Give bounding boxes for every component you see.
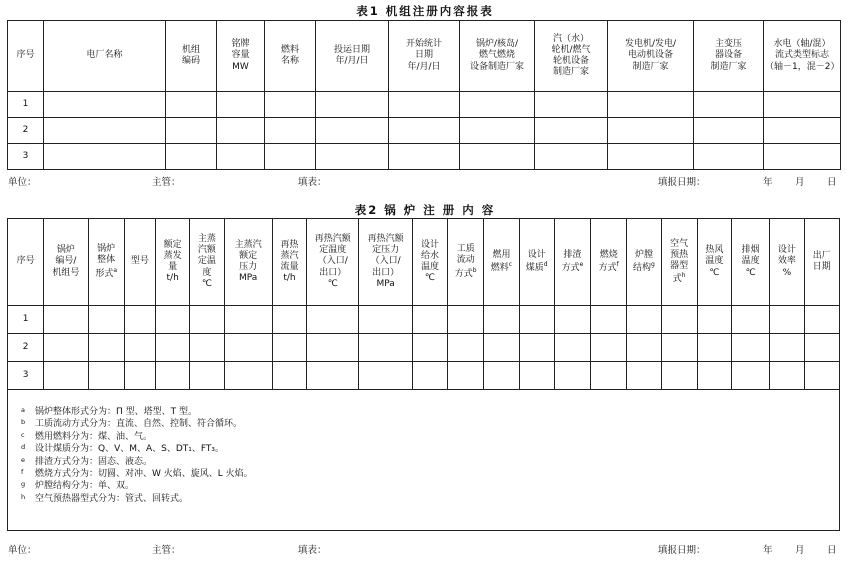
empty-cell[interactable] (389, 118, 460, 144)
empty-cell[interactable] (307, 306, 359, 334)
note-marker: h (21, 492, 26, 501)
column-header (224, 219, 272, 306)
note-item (21, 468, 253, 480)
column-header (770, 219, 804, 306)
empty-cell[interactable] (166, 144, 217, 170)
column-header-label: 序号 (16, 256, 35, 267)
footnote-marker: b (472, 266, 477, 274)
empty-cell[interactable] (554, 306, 590, 334)
empty-cell[interactable] (770, 334, 804, 362)
column-header: 机组 编码 (166, 21, 217, 92)
date-label: 填报日期： (658, 177, 706, 188)
column-header-label: 排烟 温度 ℃ (741, 245, 760, 278)
column-header (804, 219, 839, 306)
note-text: 锅炉整体形式分为：Π 型、塔型、T 型。 (35, 407, 197, 417)
registration-table-1 (7, 20, 841, 170)
empty-cell[interactable] (484, 362, 519, 390)
supervisor-label: 主管： (152, 177, 181, 188)
empty-cell[interactable] (764, 144, 841, 170)
column-header (697, 219, 731, 306)
empty-cell[interactable] (359, 362, 412, 390)
empty-cell[interactable] (732, 334, 770, 362)
empty-cell[interactable] (484, 306, 519, 334)
empty-cell[interactable] (535, 92, 608, 118)
month-label: 月 (795, 177, 805, 188)
empty-cell[interactable] (697, 362, 731, 390)
empty-cell[interactable] (44, 334, 88, 362)
year-label: 年 (763, 545, 773, 556)
empty-cell[interactable] (694, 118, 764, 144)
empty-cell[interactable] (166, 118, 217, 144)
table1-title: 表1 机组注册内容报表 (356, 4, 494, 18)
note-marker: f (21, 468, 24, 477)
empty-cell[interactable] (804, 306, 839, 334)
empty-cell[interactable] (627, 334, 661, 362)
column-header-label: 型号 (130, 256, 149, 267)
empty-cell[interactable] (661, 334, 697, 362)
note-text: 设计煤质分为：Q、V、M、A、S、DT₁、FT₃。 (35, 444, 225, 455)
empty-cell[interactable] (88, 306, 124, 334)
footnote-marker: d (543, 261, 548, 268)
empty-cell[interactable] (224, 334, 272, 362)
column-header-label: 燃烧 方式 (598, 249, 618, 273)
empty-cell[interactable] (272, 306, 306, 334)
notes-list (21, 406, 253, 505)
note-marker: b (21, 418, 26, 427)
column-header (88, 219, 124, 306)
column-header (44, 219, 88, 306)
column-header: 电厂名称 (44, 21, 166, 92)
empty-cell[interactable] (217, 92, 265, 118)
empty-cell[interactable] (272, 362, 306, 390)
empty-cell[interactable] (732, 306, 770, 334)
footnote-marker: c (508, 261, 513, 268)
column-header: 序号 (8, 21, 44, 92)
note-text: 工质流动方式分为：直流、自然、控制、符合循环。 (35, 419, 243, 430)
column-header (554, 219, 590, 306)
column-header (307, 219, 359, 306)
footnote-marker: h (681, 272, 686, 280)
column-header: 发电机/发电/ 电动机设备 制造厂家 (608, 21, 694, 92)
empty-cell[interactable] (770, 306, 804, 334)
column-header-label: 锅炉 编号/ 机组号 (52, 245, 80, 278)
column-header (627, 219, 661, 306)
empty-cell[interactable] (535, 144, 608, 170)
note-text: 空气预热器型式分为：管式、回转式。 (35, 493, 189, 504)
column-header: 燃料 名称 (265, 21, 316, 92)
column-header-label: 主蒸 汽额 定温 度 ℃ (197, 233, 216, 289)
note-item (21, 480, 253, 492)
day-label: 日 (827, 545, 837, 556)
table-row (8, 334, 840, 362)
empty-cell[interactable] (44, 118, 166, 144)
note-marker: a (21, 406, 25, 414)
column-header-label: 主蒸汽 额定 压力 MPa (234, 239, 262, 284)
empty-cell[interactable] (316, 144, 389, 170)
note-item (21, 456, 253, 468)
table1-footer (0, 174, 850, 188)
empty-cell[interactable] (389, 144, 460, 170)
empty-cell[interactable] (448, 306, 484, 334)
empty-cell[interactable] (265, 92, 316, 118)
row-number: 1 (8, 306, 44, 334)
empty-cell[interactable] (316, 118, 389, 144)
empty-cell[interactable] (156, 306, 190, 334)
column-header (519, 219, 554, 306)
empty-cell[interactable] (224, 362, 272, 390)
column-header: 投运日期 年/月/日 (316, 21, 389, 92)
empty-cell[interactable] (608, 144, 694, 170)
column-header: 汽（水） 轮机/燃气 轮机设备 制造厂家 (535, 21, 608, 92)
column-header-label: 排渣 方式 (561, 249, 582, 273)
empty-cell[interactable] (124, 334, 155, 362)
empty-cell[interactable] (804, 362, 839, 390)
column-header: 锅炉/核岛/ 燃气燃烧 设备制造厂家 (460, 21, 535, 92)
table2-footer (0, 542, 850, 556)
empty-cell[interactable] (460, 144, 535, 170)
date-label: 填报日期： (658, 545, 706, 556)
row-number: 3 (8, 362, 44, 390)
table-row (8, 118, 841, 144)
empty-cell[interactable] (460, 92, 535, 118)
empty-cell[interactable] (166, 92, 217, 118)
note-item (21, 431, 253, 443)
empty-cell[interactable] (627, 362, 661, 390)
supervisor-label: 主管： (152, 545, 181, 556)
empty-cell[interactable] (697, 306, 731, 334)
empty-cell[interactable] (804, 334, 839, 362)
column-header-label: 燃用 燃料 (490, 249, 511, 273)
empty-cell[interactable] (272, 334, 306, 362)
empty-cell[interactable] (224, 306, 272, 334)
empty-cell[interactable] (591, 362, 627, 390)
empty-cell[interactable] (88, 334, 124, 362)
footnote-marker: e (579, 261, 584, 268)
empty-cell[interactable] (44, 306, 88, 334)
empty-cell[interactable] (448, 362, 484, 390)
note-text: 炉膛结构分为：单、双。 (35, 481, 135, 492)
year-label: 年 (763, 177, 773, 188)
note-item (21, 443, 253, 455)
empty-cell[interactable] (124, 306, 155, 334)
empty-cell[interactable] (627, 306, 661, 334)
row-number: 1 (8, 92, 44, 118)
note-marker: c (21, 430, 25, 439)
column-header-label: 设计 煤质 (525, 249, 546, 273)
empty-cell[interactable] (265, 118, 316, 144)
empty-cell[interactable] (88, 362, 124, 390)
column-header (8, 219, 44, 306)
empty-cell[interactable] (608, 92, 694, 118)
footnote-marker: a (113, 266, 118, 274)
empty-cell[interactable] (412, 334, 447, 362)
note-text: 燃用燃料分为：煤、油、气。 (35, 431, 153, 442)
empty-cell[interactable] (764, 118, 841, 144)
table-row (8, 144, 841, 170)
note-text: 排渣方式分为：固态、液态。 (35, 456, 153, 467)
row-number: 3 (8, 144, 44, 170)
table-row (8, 362, 840, 390)
column-header: 铭牌 容量 MW (217, 21, 265, 92)
column-header (156, 219, 190, 306)
empty-cell[interactable] (44, 362, 88, 390)
empty-cell[interactable] (770, 362, 804, 390)
column-header-label: 再热汽额 定压力 （入口/ 出口） MPa (367, 233, 404, 289)
empty-cell[interactable] (44, 144, 166, 170)
row-number: 2 (8, 334, 44, 362)
empty-cell[interactable] (448, 334, 484, 362)
footnote-marker: f (616, 261, 619, 268)
column-header-label: 再热汽额 定温度 （入口/ 出口） ℃ (314, 233, 351, 289)
boiler-registration-table (7, 218, 840, 390)
column-header-label: 设计 给水 温度 ℃ (420, 239, 439, 284)
table-row (8, 92, 841, 118)
empty-cell[interactable] (764, 92, 841, 118)
empty-cell[interactable] (535, 118, 608, 144)
empty-cell[interactable] (591, 306, 627, 334)
filler-label: 填表： (298, 545, 327, 556)
empty-cell[interactable] (307, 362, 359, 390)
empty-cell[interactable] (519, 306, 554, 334)
column-header-label: 锅炉 整体 形式 (95, 244, 116, 279)
empty-cell[interactable] (661, 306, 697, 334)
column-header: 主变压 器设备 制造厂家 (694, 21, 764, 92)
column-header-label: 工质 流动 方式 (454, 244, 475, 279)
empty-cell[interactable] (412, 306, 447, 334)
note-marker: e (21, 455, 25, 464)
table2-title: 表2 锅 炉 注 册 内 容 (354, 203, 496, 217)
empty-cell[interactable] (156, 334, 190, 362)
note-text: 燃烧方式分为：切圆、对冲、W 火焰、旋风、L 火焰。 (35, 469, 253, 480)
empty-cell[interactable] (217, 144, 265, 170)
column-header-label: 热风 温度 ℃ (705, 245, 724, 278)
empty-cell[interactable] (190, 362, 224, 390)
empty-cell[interactable] (316, 92, 389, 118)
empty-cell[interactable] (697, 334, 731, 362)
empty-cell[interactable] (124, 362, 155, 390)
column-header-label: 再热 蒸汽 流量 t/h (280, 239, 299, 284)
empty-cell[interactable] (156, 362, 190, 390)
column-header (190, 219, 224, 306)
column-header-label: 炉膛 结构 (633, 249, 653, 273)
column-header (591, 219, 627, 306)
column-header (484, 219, 519, 306)
column-header: 水电（轴/混） 流式类型标志 （轴－1，混－2） (764, 21, 841, 92)
empty-cell[interactable] (190, 306, 224, 334)
column-header (124, 219, 155, 306)
filler-label: 填表： (298, 177, 327, 188)
note-item (21, 406, 253, 418)
column-header (661, 219, 697, 306)
empty-cell[interactable] (519, 362, 554, 390)
column-header (732, 219, 770, 306)
unit-label: 单位： (8, 177, 37, 188)
column-header-label: 设计 效率 % (777, 245, 796, 278)
empty-cell[interactable] (359, 306, 412, 334)
column-header (272, 219, 306, 306)
note-marker: g (21, 480, 26, 489)
column-header-label: 空气 预热 器型 式 (670, 238, 689, 285)
column-header (412, 219, 447, 306)
empty-cell[interactable] (732, 362, 770, 390)
column-header: 开始统计 日期 年/月/日 (389, 21, 460, 92)
empty-cell[interactable] (217, 118, 265, 144)
row-number: 2 (8, 118, 44, 144)
empty-cell[interactable] (608, 118, 694, 144)
note-item (21, 493, 253, 505)
note-item (21, 418, 253, 430)
unit-label: 单位： (8, 545, 37, 556)
note-marker: d (21, 443, 26, 452)
empty-cell[interactable] (412, 362, 447, 390)
empty-cell[interactable] (44, 92, 166, 118)
empty-cell[interactable] (307, 334, 359, 362)
empty-cell[interactable] (359, 334, 412, 362)
empty-cell[interactable] (190, 334, 224, 362)
month-label: 月 (795, 545, 805, 556)
table-row (8, 306, 840, 334)
footnote-marker: g (651, 261, 655, 268)
empty-cell[interactable] (265, 144, 316, 170)
empty-cell[interactable] (694, 144, 764, 170)
empty-cell[interactable] (554, 334, 590, 362)
empty-cell[interactable] (591, 334, 627, 362)
column-header-label: 出厂 日期 (812, 250, 831, 272)
empty-cell[interactable] (661, 362, 697, 390)
empty-cell[interactable] (460, 118, 535, 144)
empty-cell[interactable] (389, 92, 460, 118)
column-header (448, 219, 484, 306)
empty-cell[interactable] (484, 334, 519, 362)
day-label: 日 (827, 177, 837, 188)
empty-cell[interactable] (519, 334, 554, 362)
empty-cell[interactable] (694, 92, 764, 118)
column-header-label: 额定 蒸发 量 t/h (163, 239, 182, 284)
column-header (359, 219, 412, 306)
empty-cell[interactable] (554, 362, 590, 390)
